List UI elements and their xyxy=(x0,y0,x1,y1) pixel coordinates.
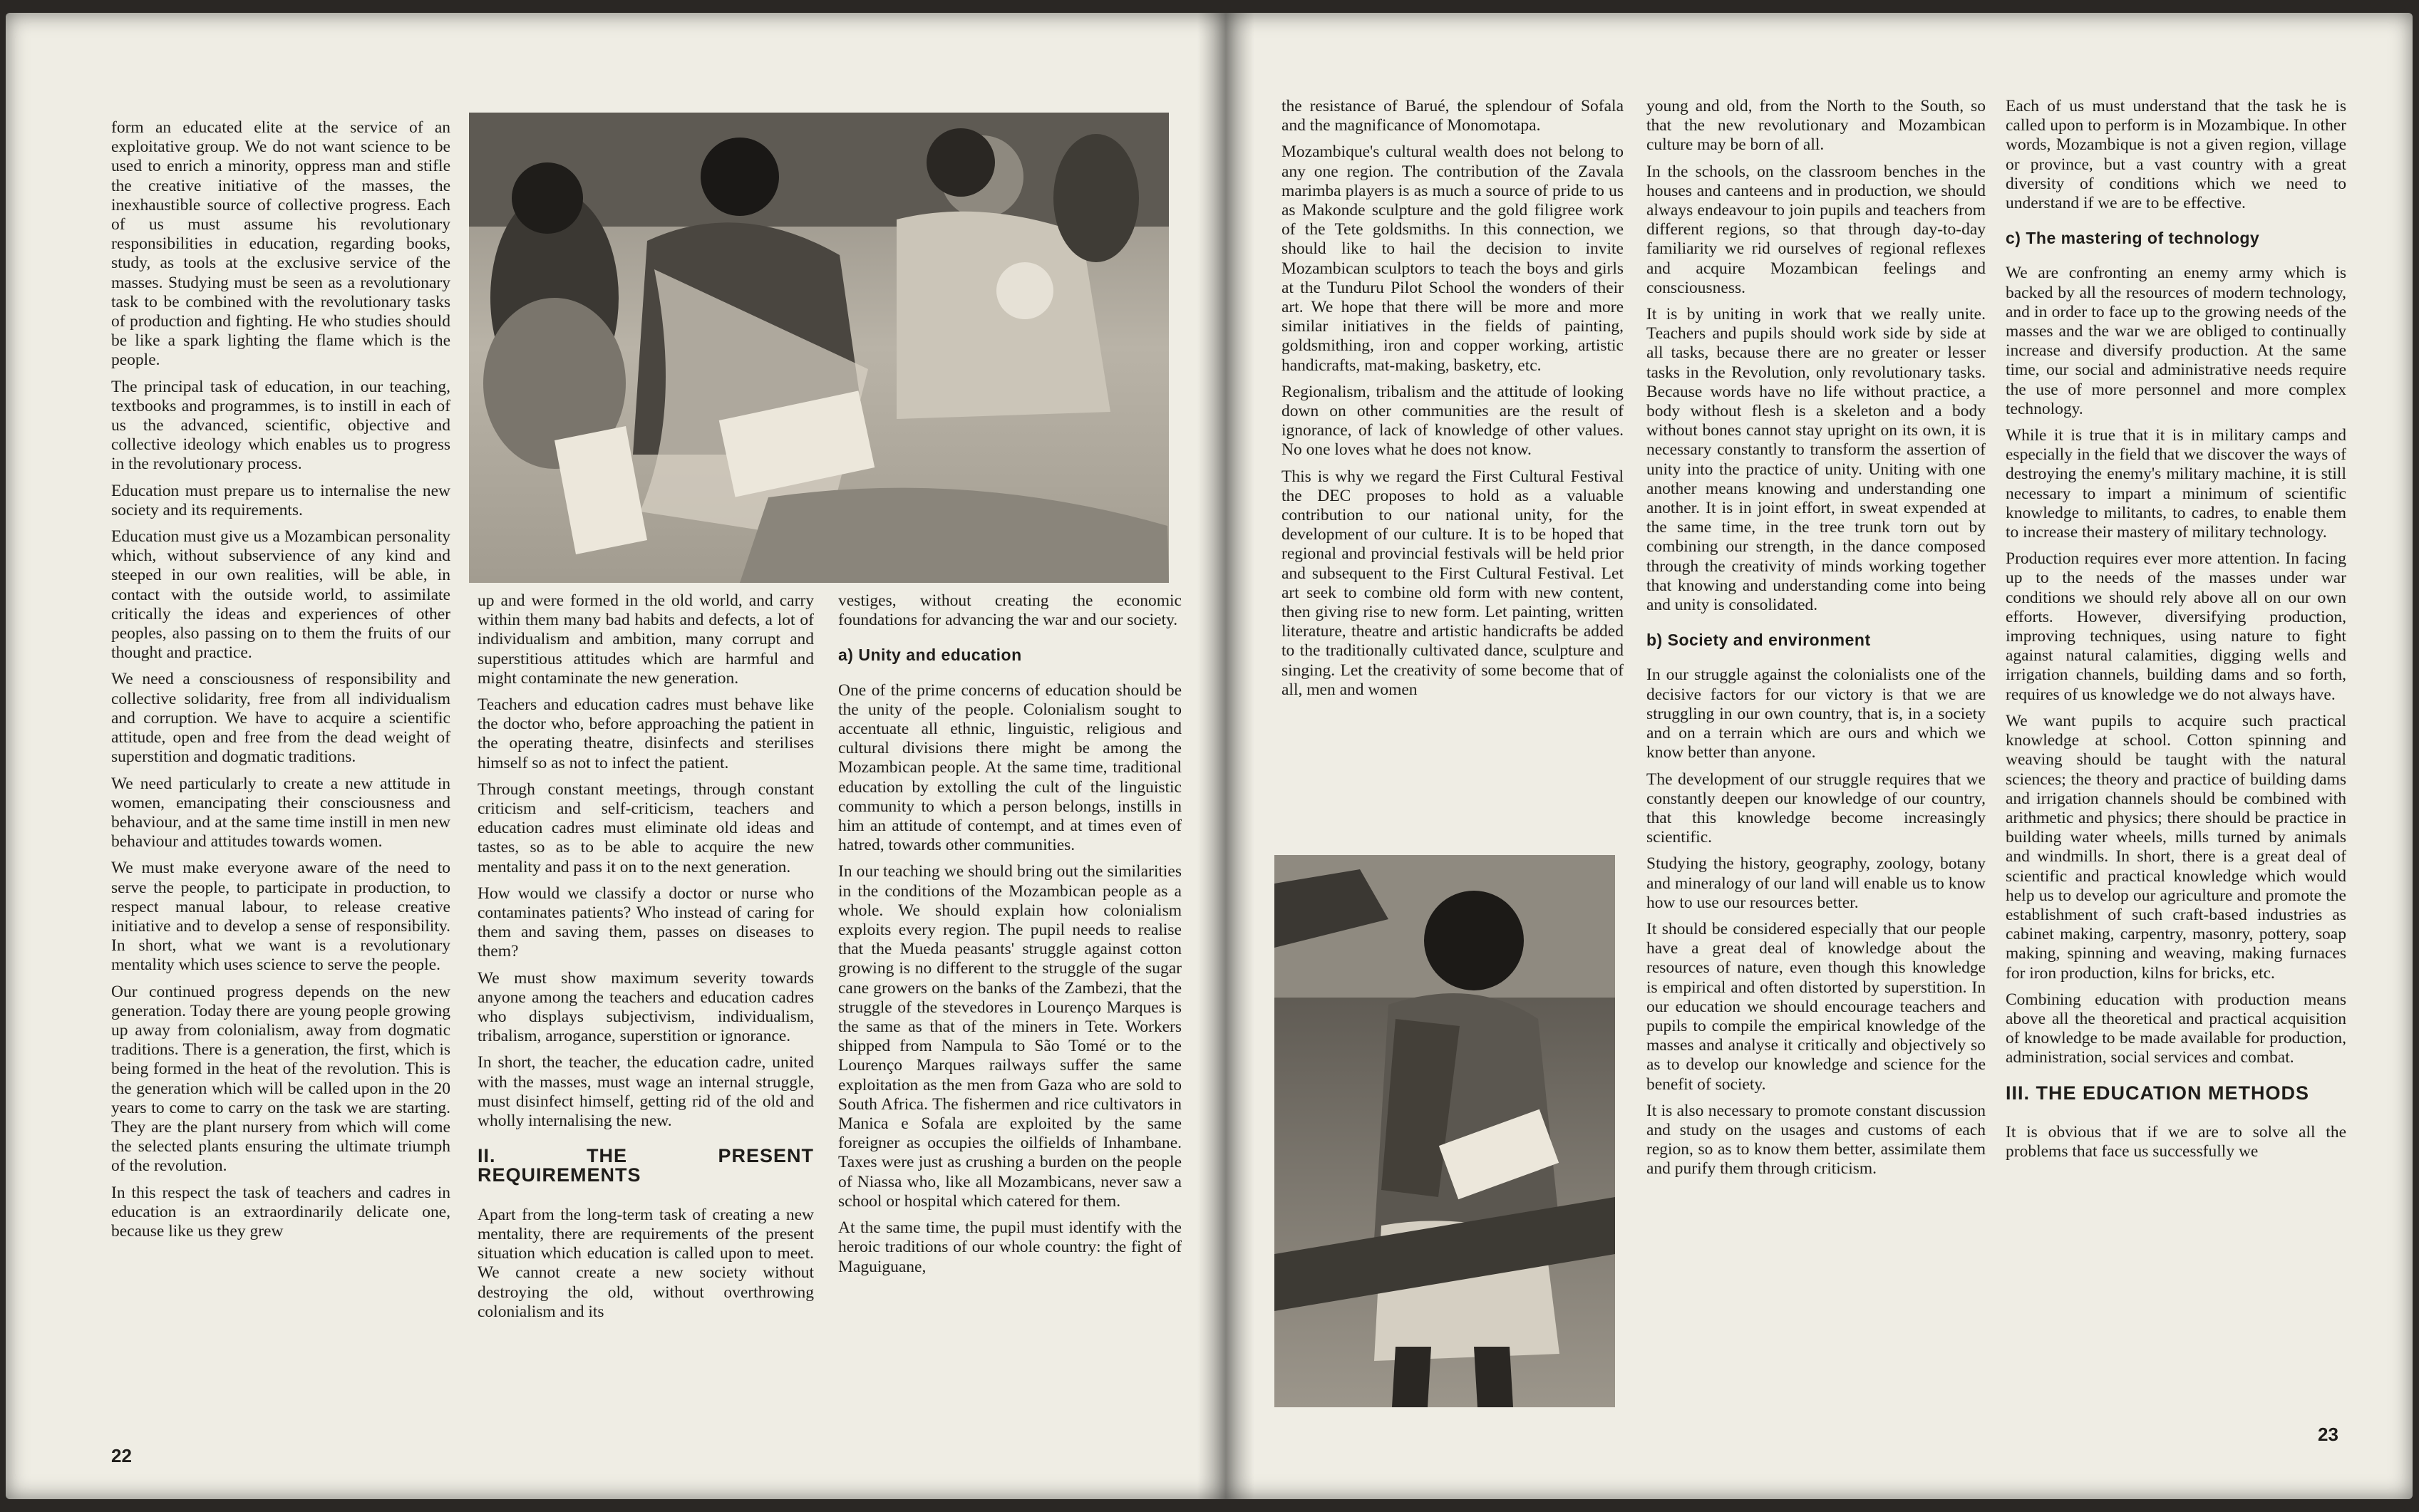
paragraph: In short, the teacher, the education cadre, united with the masses, must wage an internal struggle, must disinfect himself, getting rid of the old and wholly internalising the new. xyxy=(478,1053,814,1131)
photo-women-studying xyxy=(469,113,1169,583)
paragraph: At the same time, the pupil must identify with the heroic traditions of our whole country: the fight of Maguiguane, xyxy=(838,1218,1182,1276)
right-col-2 xyxy=(1646,97,1986,1186)
paragraph: One of the prime concerns of education should be the unity of the people. Colonialism sought to accentuate all ethnic, linguistic, religious and cultural divisions there might be among the Mozambican people. At the same time, traditional education by extolling the cult of the linguistic community to which a person belongs, instills in him an attitude of contempt, and at times even of hatred, towards other communities. xyxy=(838,680,1182,855)
book-gutter-shadow xyxy=(1197,13,1254,1499)
paragraph: It should be considered especially that our people have a great deal of knowledge about the resources of nature, even though this knowledge is empirical and often distorted by superstition. In our education we should encourage teachers and pupils to compile the empirical knowledge of the masses and analyse it critically and objectively so as to develop our knowledge and science for the benefit of society. xyxy=(1646,919,1986,1094)
right-col-1 xyxy=(1281,97,1624,707)
paragraph: We are confronting an enemy army which is backed by all the resources of modern technology, and in order to face up to the growing needs of the masses and the war we are obliged to continually increase and diversify production. At the same time, our social and administrative needs require the use of more personnel and more complex technology. xyxy=(2006,264,2346,418)
paragraph: We need particularly to create a new attitude in women, emancipating their consciousness and behaviour, and at the same time instill in men new behaviour and attitudes towards women. xyxy=(111,774,450,851)
page-number: 23 xyxy=(2318,1424,2338,1445)
paragraph: We must show maximum severity towards anyone among the teachers and education cadres who displays subjectivism, individualism, tribalism, arrogance, superstition or ignorance. xyxy=(478,968,814,1046)
paragraph: How would we classify a doctor or nurse who contaminates patients? Who instead of caring for them and saving them, passes on diseases to them? xyxy=(478,884,814,961)
paragraph: In our struggle against the colonialists one of the decisive factors for our victory is that we are struggling in our own country, that is, in a society and on a terrain which are ours and which we know better than anyone. xyxy=(1646,666,1986,762)
paragraph: form an educated elite at the service of an exploitative group. We do not want science to be used to enrich a minority, oppress man and stifle the creative initiative of the masses, the inexhaustible source of collective progress. Each of us must assume his revolutionary responsibilities in education, regarding books, study, as tools at the exclusive service of the masses. Studying must be seen as a revolutionary task to be combined with the revolutionary tasks of production and fighting. He who studies should be like a spark lighting the flame which is the people. xyxy=(111,118,450,370)
paragraph: Apart from the long-term task of creating a new mentality, there are requirements of the present situation which education is called upon to meet. We cannot create a new society without destroying the old, without overthrowing colonialism and its xyxy=(478,1205,814,1321)
paragraph: vestiges, without creating the economic foundations for advancing the war and our society. xyxy=(838,591,1182,630)
paragraph: Production requires ever more attention. In facing up to the needs of the masses under war conditions we should rely above all on our own efforts. However, diversifying production, improving techniques, using nature to fight against natural calamities, digging wells and irrigation channels, building dams and so forth, requires of us knowledge we do not always have. xyxy=(2006,549,2346,704)
paragraph: This is why we regard the First Cultural Festival the DEC proposes to hold as a valuable contribution to our national unity, for the development of our culture. It is to be hoped that regional and provincial festivals will be held prior and subsequent to the First Cultural Festival. Let art seek to combine old form with new content, then giving rise to new form. Let painting, written literature, theatre and artistic handicrafts be added to the traditionally cultivated dance, sculpture and singing. Let the creativity of some become that of all, men and women xyxy=(1281,467,1624,699)
paragraph: We need a consciousness of responsibility and collective solidarity, free from all individualism and corruption. We have to acquire a scientific attitude, open and free from the dead weight of superstition and dogmatic traditions. xyxy=(111,670,450,767)
page-number: 22 xyxy=(111,1445,132,1466)
right-page xyxy=(1226,13,2413,1499)
paragraph: Education must give us a Mozambican personality which, without subservience of any kind and steeped in our own realities, will be able, in contact with the outside world, to assimilate critically the ideas and experiences of other peoples, also passing on to them the fruits of our thought and practice. xyxy=(111,527,450,663)
paragraph: up and were formed in the old world, and carry within them many bad habits and defects, a lot of individualism and ambition, many corrupt and superstitious attitudes which are harmful and might contaminate the new generation. xyxy=(478,591,814,688)
paragraph: Through constant meetings, through constant criticism and self-criticism, teachers and education cadres must eliminate old ideas and tastes, so as to be able to acquire the new mentality and pass it on to the next generation. xyxy=(478,780,814,876)
left-col-3 xyxy=(838,591,1182,1284)
paragraph: It is obvious that if we are to solve all the problems that face us successfully we xyxy=(2006,1122,2346,1161)
paragraph: Mozambique's cultural wealth does not belong to any one region. The contribution of the Zavala marimba players is as much a source of pride to us as Makonde sculpture and the gold filigree work of the Tete goldsmiths. In this connection, we should like to hail the decision to invite Mozambican sculptors to teach the boys and girls at the Tunduru Pilot School the wonders of their art. We hope that there will be more and more similar initiatives in the fields of painting, goldsmithing, iron and copper working, artistic handicrafts, mat-making, basketry, etc. xyxy=(1281,143,1624,375)
paragraph: Our continued progress depends on the new generation. Today there are young people growing up away from colonialism, away from dogmatic traditions. There is a generation, the first, which is being formed in the heat of the revolution. This is the generation which will be called upon in the 20 years to come to carry on the task we are starting. They are the plant nursery from which will come the selected plants ensuring the ultimate triumph of the revolution. xyxy=(111,982,450,1176)
photo-boy-writing xyxy=(1274,855,1615,1407)
section-heading: II. THE PRESENT REQUIREMENTS xyxy=(478,1145,814,1186)
subsection-heading: b) Society and environment xyxy=(1646,631,1871,650)
paragraph: In our teaching we should bring out the similarities in the conditions of the Mozambican people as a whole. We should explain how colonialism exploits every region. The pupil needs to realise that the Mueda peasants' struggle against cotton growing is no different to the struggle of the sugar cane growers on the banks of the Zambezi, that the struggle of the stevedores in Lourenço Marques is the same as that of the miners in Tete. Workers shipped from Nampula to São Tomé or to the Lourenço Marques railways suffer the same exploitation as the men from Gaza who are sold to South Africa. The fishermen and rice cultivators in Manica e Sofala are exploited by the same foreigner as occupies the oilfields of Inhambane. Taxes were just as crushing a burden on the people of Niassa who, like all Mozambicans, never saw a school or hospital which catered for them. xyxy=(838,862,1182,1211)
left-col-2 xyxy=(478,591,814,1329)
subsection-heading: a) Unity and education xyxy=(838,646,1022,665)
right-col-3 xyxy=(2006,97,2346,1169)
subsection-heading: c) The mastering of technology xyxy=(2006,229,2260,248)
paragraph: Each of us must understand that the task he is called upon to perform is in Mozambique. In other words, Mozambique is not a given region, village or province, but a vast country with a great diversity of conditions which we need to understand if we are to be effective. xyxy=(2006,97,2346,213)
paragraph: It is by uniting in work that we really unite. Teachers and pupils should work side by side at all tasks, because there are no greater or lesser tasks in the Revolution, only revolutionary tasks. Because words have no life without practice, a body without flesh is a skeleton and a body without bones cannot stay upright on its own, it is necessary constantly to transform the assertion of unity into the practice of unity. Uniting with one another means knowing and understanding one another. It is in joint effort, in sweat expended at the same time, in the tree trunk torn out by combining our strength, in the dance composed through the creativity of minds working together that knowing and understanding come into being and unity is consolidated. xyxy=(1646,305,1986,615)
section-heading: III. THE EDUCATION METHODS xyxy=(2006,1082,2310,1104)
left-page xyxy=(6,13,1226,1499)
paragraph: While it is true that it is in military camps and especially in the field that we discover the ways of destroying the enemy's military machine, it is still necessary to impart a minimum of scientific knowledge to militants, to cadres, to enable them to increase their mastery of military technology. xyxy=(2006,426,2346,542)
paragraph: Teachers and education cadres must behave like the doctor who, before approaching the patient in the operating theatre, disinfects and sterilises himself so as not to infect the patient. xyxy=(478,695,814,772)
paragraph: The development of our struggle requires that we constantly deepen our knowledge of our country, that this knowledge become increasingly scientific. xyxy=(1646,770,1986,847)
paragraph: In this respect the task of teachers and cadres in education is an extraordinarily delicate one, because like us they grew xyxy=(111,1183,450,1241)
paragraph: Education must prepare us to internalise the new society and its requirements. xyxy=(111,481,450,519)
paragraph: Studying the history, geography, zoology, botany and mineralogy of our land will enable us to know how to use our resources better. xyxy=(1646,854,1986,912)
paragraph: young and old, from the North to the South, so that the new revolutionary and Mozambican culture may be born of all. xyxy=(1646,97,1986,155)
paragraph: We want pupils to acquire such practical knowledge at school. Cotton spinning and weaving should be taught with the natural sciences; the theory and practice of building dams and irrigation channels should be combined with arithmetic and physics; there should be practice in building water wheels, mills turned by animals and windmills. In short, there is a great deal of scientific and practical knowledge which would help us to develop our agriculture and promote the establishment of such craft-based industries as cabinet making, carpentry, masonry, pottery, soap making, spinning and weaving, making furnaces for iron production, kilns for bricks, etc. xyxy=(2006,711,2346,983)
paragraph: The principal task of education, in our teaching, textbooks and programmes, is to instill in each of us the advanced, scientific, objective and collective ideology which enables us to progress in the revolutionary process. xyxy=(111,377,450,474)
paragraph: In the schools, on the classroom benches in the houses and canteens and in production, we should always endeavour to join pupils and teachers from different regions, so that through day-to-day familiarity we rid ourselves of regional reflexes and acquire Mozambican feelings and consciousness. xyxy=(1646,162,1986,297)
left-col-1 xyxy=(111,118,450,1248)
paragraph: Regionalism, tribalism and the attitude of looking down on other communities are the result of ignorance, of lack of knowledge of other values. No one loves what he does not know. xyxy=(1281,382,1624,460)
paragraph: We must make everyone aware of the need to serve the people, to participate in production, to respect manual labour, to release creative initiative and to develop a sense of responsibility. In short, what we want is a revolutionary mentality which uses science to serve the people. xyxy=(111,859,450,975)
paragraph: It is also necessary to promote constant discussion and study on the usages and customs of each region, so as to know them better, assimilate them and purify them through criticism. xyxy=(1646,1101,1986,1179)
paragraph: the resistance of Barué, the splendour of Sofala and the magnificance of Monomotapa. xyxy=(1281,97,1624,135)
paragraph: Combining education with production means above all the theoretical and practical acquisition of knowledge to be made available for production, administration, social services and combat. xyxy=(2006,990,2346,1067)
